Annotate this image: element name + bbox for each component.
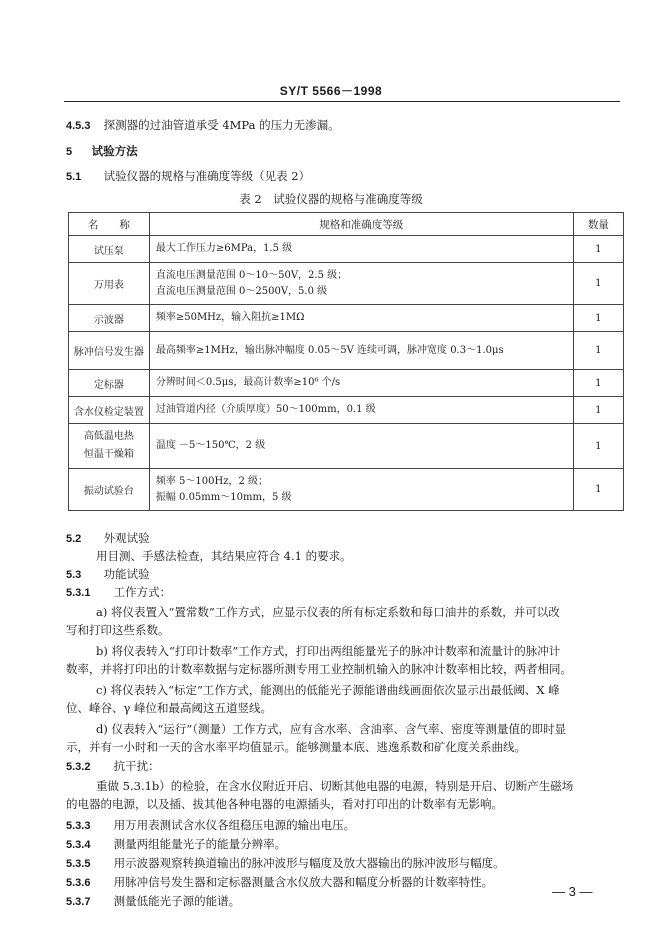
clause-5-3-7 — [66, 893, 536, 910]
clause-5-3-2-body-2: 的电器的电源，以及插、拔其他各种电器的电源插头，看对打印出的计数率有无影响。 — [66, 797, 503, 811]
table-row — [69, 469, 624, 511]
instrument-qty: 1 — [573, 305, 623, 332]
instrument-name: 万用表 — [69, 263, 150, 305]
item-c-line-1: c) 将仪表转入“标定”工作方式，能测出的低能光子源能谱曲线画面依次显示出最低阈、X 峰 — [96, 683, 560, 697]
spec-line: 直流电压测量范围 0～10～50V，2.5 级； — [155, 269, 348, 281]
clause-number: 5.1 — [66, 171, 82, 183]
instrument-spec-table — [68, 212, 624, 511]
clause-title: 工作方式： — [113, 585, 172, 599]
clause-number: 5.3.1 — [66, 587, 91, 599]
clause-5-3-3 — [66, 817, 622, 834]
clause-number: 5.3.2 — [66, 761, 91, 773]
instrument-name: 试压泵 — [69, 236, 150, 263]
table-row — [69, 236, 624, 263]
page-number: — 3 — — [552, 884, 593, 899]
item-b-line-2: 数率，并将打印出的计数率数据与定标器所测专用工业控制机输入的脉冲计数率相比较，两者相同。 — [66, 662, 572, 676]
instrument-qty: 1 — [573, 236, 623, 263]
table-header-row — [69, 213, 624, 236]
item-d-line-1: d) 仪表转入“运行”（测量）工作方式，应有含水率、含油率、含气率、密度等测量值的即时显 — [96, 722, 567, 736]
section-number: 5 — [66, 146, 73, 158]
table-row — [69, 397, 624, 424]
instrument-name: 高低温电热 恒温干燥箱 — [69, 424, 150, 469]
instrument-qty: 1 — [573, 469, 623, 511]
clause-title: 功能试验 — [103, 567, 150, 581]
clause-5-2 — [66, 530, 622, 547]
clause-number: 5.3.4 — [66, 839, 91, 851]
instrument-spec — [149, 469, 573, 511]
table-row — [69, 263, 624, 305]
clause-number: 5.3.7 — [66, 896, 91, 908]
instrument-qty: 1 — [573, 332, 623, 370]
clause-number: 5.3 — [66, 569, 82, 581]
instrument-qty: 1 — [573, 397, 623, 424]
instrument-name: 定标器 — [69, 370, 150, 397]
item-c-line-2: 位、峰谷、γ 峰位和最高阈这五道竖线。 — [66, 701, 273, 715]
clause-text: 用示波器观察转换道输出的脉冲波形与幅度及放大器输出的脉冲波形与幅度。 — [113, 856, 505, 870]
header-rule — [64, 101, 620, 102]
clause-5-3-2 — [66, 758, 622, 775]
section-5-heading — [66, 143, 622, 160]
instrument-name: 示波器 — [69, 305, 150, 332]
clause-5-3-1 — [66, 584, 622, 601]
clause-text: 探测器的过油管道承受 4MPa 的压力无渗漏。 — [103, 118, 340, 132]
table-row — [69, 332, 624, 370]
clause-5-3-5 — [66, 855, 622, 872]
instrument-spec: 最大工作压力≥6MPa，1.5 级 — [149, 236, 573, 263]
instrument-qty: 1 — [573, 370, 623, 397]
instrument-name: 振动试验台 — [69, 469, 150, 511]
clause-number: 5.3.3 — [66, 820, 91, 832]
table-caption: 表 2 试验仪器的规格与准确度等级 — [239, 192, 423, 206]
table-row — [69, 305, 624, 332]
spec-line: 振幅 0.05mm～10mm，5 级 — [155, 491, 292, 503]
clause-number: 5.3.5 — [66, 858, 91, 870]
instrument-name: 脉冲信号发生器 — [69, 332, 150, 370]
clause-number: 5.2 — [66, 533, 82, 545]
instrument-qty: 1 — [573, 424, 623, 469]
clause-text: 测量低能光子源的能谱。 — [113, 894, 241, 908]
col-header-name — [69, 213, 150, 236]
table-row — [69, 370, 624, 397]
clause-5-3-6 — [66, 874, 622, 891]
item-b-line-1: b) 将仪表转入“打印计数率”工作方式，打印出两组能量光子的脉冲计数率和流量计的脉冲计 — [96, 644, 561, 658]
item-d-line-2: 示，并有一小时和一天的含水率平均值显示。能够测量本底、逃逸系数和矿化度关系曲线。 — [66, 740, 526, 754]
instrument-spec: 温度 －5～150℃，2 级 — [149, 424, 573, 469]
clause-title: 外观试验 — [103, 531, 150, 545]
clause-5-2-body: 用目测、手感法检查，其结果应符合 4.1 的要求。 — [96, 549, 352, 563]
document-header: SY/T 5566－1998 — [279, 84, 383, 98]
col-header-qty: 数量 — [573, 213, 623, 236]
spec-line: 频率 5～100Hz，2 级； — [155, 475, 269, 487]
clause-5-3-4 — [66, 836, 622, 853]
clause-number: 5.3.6 — [66, 877, 91, 889]
item-a-line-2: 写和打印这些系数。 — [66, 623, 170, 637]
instrument-spec: 过油管道内径（介质厚度）50～100mm，0.1 级 — [149, 397, 573, 424]
instrument-spec — [149, 263, 573, 305]
spec-line: 直流电压测量范围 0～2500V，5.0 级 — [155, 285, 328, 297]
instrument-qty: 1 — [573, 263, 623, 305]
instrument-spec: 频率≥50MHz，输入阻抗≥1MΩ — [149, 305, 573, 332]
table-row — [69, 424, 624, 469]
clause-text: 用脉冲信号发生器和定标器测量含水仪放大器和幅度分析器的计数率特性。 — [113, 875, 494, 889]
clause-number: 4.5.3 — [66, 120, 91, 132]
clause-text: 试验仪器的规格与准确度等级（见表 2） — [103, 169, 311, 183]
clause-5-3-2-body-1: 重做 5.3.1b）的检验，在含水仪附近开启、切断其他电器的电源，特别是开启、切断产生磁场 — [96, 779, 574, 793]
clause-text: 测量两组能量光子的能量分辨率。 — [113, 837, 287, 851]
clause-5-1 — [66, 168, 622, 185]
section-title: 试验方法 — [91, 144, 138, 158]
instrument-name: 含水仪检定装置 — [69, 397, 150, 424]
item-a-line-1: a) 将仪表置入“置常数”工作方式，应显示仪表的所有标定系数和每口油井的系数，并可以改 — [96, 605, 560, 619]
clause-4-5-3 — [66, 117, 622, 134]
clause-5-3 — [66, 566, 622, 583]
instrument-spec: 最高频率≥1MHz，输出脉冲幅度 0.05～5V 连续可调，脉冲宽度 0.3～1.0μs — [149, 332, 573, 370]
clause-title: 抗干扰： — [113, 759, 160, 773]
col-header-spec: 规格和准确度等级 — [149, 213, 573, 236]
clause-text: 用万用表测试含水仪各组稳压电源的输出电压。 — [113, 818, 356, 832]
col-header-name-text: 名 称 — [87, 218, 130, 231]
instrument-spec: 分辨时间＜0.5μs，最高计数率≥10⁶ 个/s — [149, 370, 573, 397]
